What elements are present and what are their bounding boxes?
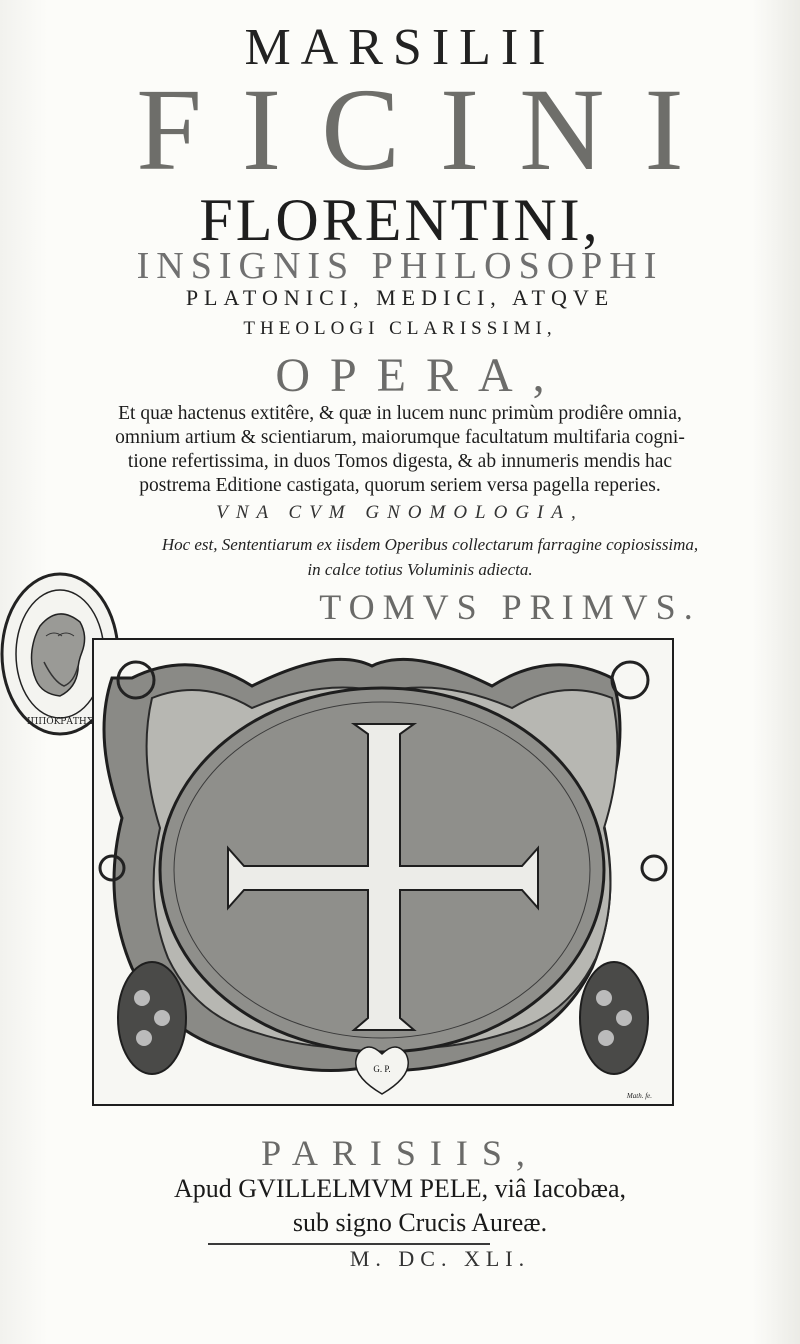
description-line: postrema Editione castigata, quorum seriem versa pagella reperies. <box>139 475 661 496</box>
description-block <box>0 402 800 498</box>
work-title: OPERA, <box>275 349 565 402</box>
imprint-year: M. DC. XLI. <box>349 1246 531 1271</box>
epithet-line-3: THEOLOGI CLARISSIMI, <box>243 318 557 339</box>
engraver-signature: Math. fe. <box>626 1092 652 1100</box>
gnomologia-heading: VNA CVM GNOMOLOGIA, <box>216 502 584 523</box>
volume-label: TOMVS PRIMVS. <box>319 587 701 627</box>
epithet-line-2: PLATONICI, MEDICI, ATQVE <box>185 285 615 310</box>
imprint-rule <box>208 1243 490 1245</box>
imprint-printer-line <box>0 1174 800 1204</box>
printer-street: , viâ Iacobæa, <box>481 1174 627 1203</box>
description-line: tione refertissima, in duos Tomos digesta, & ab innumeris mendis hac <box>127 451 673 472</box>
epithet-line-1: INSIGNIS PHILOSOPHI <box>136 245 664 287</box>
printer-emblem <box>92 638 674 1106</box>
garland-right <box>580 962 648 1074</box>
author-first-name: MARSILII <box>244 19 556 76</box>
gnomologia-description-1: Hoc est, Sententiarum ex iisdem Operibus collectarum farragine copiosissima, <box>161 535 699 554</box>
printer-name: GVILLELMVM PELE <box>238 1174 482 1203</box>
description-line: omnium artium & scientiarum, maiorumque facultatum multifaria cogni- <box>115 427 685 448</box>
gnomologia-description-2: in calce totius Voluminis adiecta. <box>307 560 533 579</box>
description-line: Et quæ hactenus extitêre, & quæ in lucem nunc primùm prodiêre omnia, <box>118 403 682 424</box>
imprint-city: PARISIIS, <box>261 1133 539 1173</box>
author-origin: FLORENTINI, <box>199 187 601 253</box>
apud-prefix: Apud <box>173 1174 232 1203</box>
stamp-label: ΙΠΠΟΚΡΑΤΗΣ <box>26 717 94 727</box>
garland-left <box>118 962 186 1074</box>
imprint-sign: sub signo Crucis Aureæ. <box>292 1208 548 1237</box>
author-surname: FICINI <box>136 64 724 195</box>
monogram-text: G. P. <box>373 1064 391 1074</box>
